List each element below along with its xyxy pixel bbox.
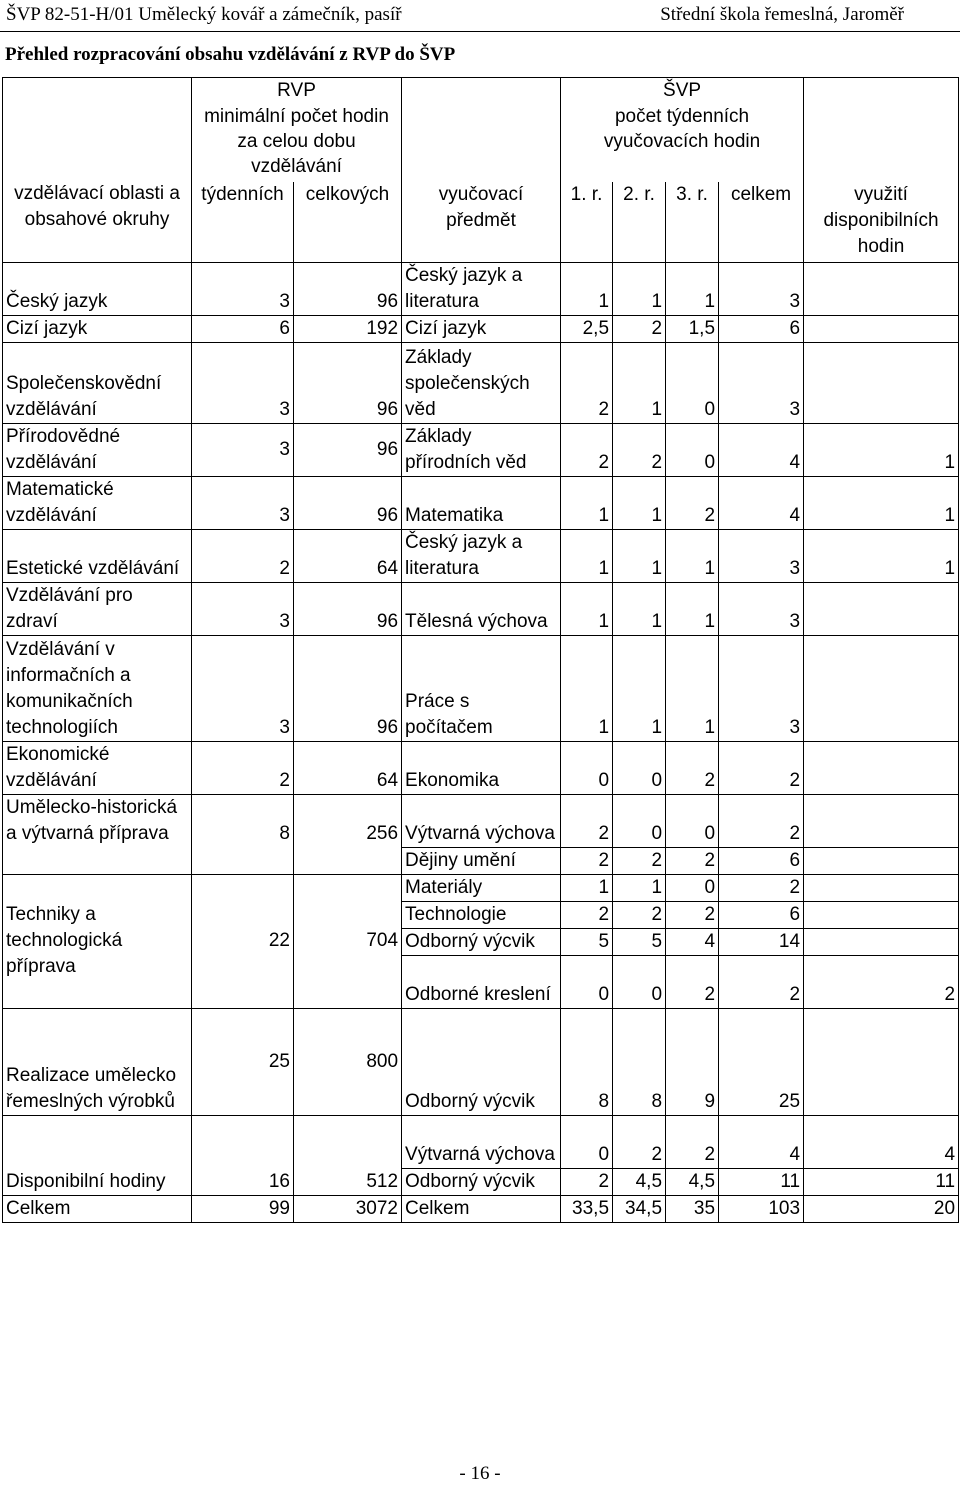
row-usage bbox=[804, 741, 959, 794]
row-area: Disponibilní hodiny bbox=[3, 1115, 192, 1195]
row-year-3: 4 bbox=[666, 928, 719, 955]
row-usage bbox=[804, 847, 959, 874]
row-usage bbox=[804, 262, 959, 315]
head-min-hours: minimální počet hodin za celou dobu vzdělávání bbox=[192, 104, 402, 182]
row-sum: 6 bbox=[719, 901, 804, 928]
row-year-1: 1 bbox=[561, 874, 613, 901]
head-subject: vyučovací předmět bbox=[402, 182, 561, 262]
row-sum: 3 bbox=[719, 582, 804, 635]
row-area: Ekonomické vzdělávání bbox=[3, 741, 192, 794]
row-area: Umělecko-historická a výtvarná příprava bbox=[3, 794, 192, 874]
row-year-2: 4,5 bbox=[613, 1168, 666, 1195]
row-subject: Základy společenských věd bbox=[402, 342, 561, 423]
row-weekly: 2 bbox=[192, 529, 294, 582]
row-usage bbox=[804, 794, 959, 847]
row-sum: 2 bbox=[719, 794, 804, 847]
row-weekly: 2 bbox=[192, 741, 294, 794]
table-row bbox=[3, 529, 959, 582]
head-empty-usage bbox=[804, 78, 959, 183]
row-year-2: 2 bbox=[613, 847, 666, 874]
row-weekly: 3 bbox=[192, 342, 294, 423]
header-row-1 bbox=[3, 78, 959, 105]
row-area: Realizace umělecko řemeslných výrobků bbox=[3, 1008, 192, 1115]
row-total: 96 bbox=[294, 342, 402, 423]
row-usage bbox=[804, 874, 959, 901]
row-subject: Odborný výcvik bbox=[402, 1168, 561, 1195]
row-sum: 4 bbox=[719, 423, 804, 476]
row-total: 96 bbox=[294, 262, 402, 315]
row-sum: 11 bbox=[719, 1168, 804, 1195]
row-subject: Tělesná výchova bbox=[402, 582, 561, 635]
row-year-3: 2 bbox=[666, 955, 719, 1008]
row-usage: 2 bbox=[804, 955, 959, 1008]
row-sum: 14 bbox=[719, 928, 804, 955]
head-year-2: 2. r. bbox=[613, 182, 666, 262]
table-row bbox=[3, 1115, 959, 1168]
row-area: Celkem bbox=[3, 1195, 192, 1222]
head-empty-subject bbox=[402, 78, 561, 183]
table-row bbox=[3, 874, 959, 901]
row-year-1: 8 bbox=[561, 1008, 613, 1115]
row-year-1: 2 bbox=[561, 847, 613, 874]
row-year-3: 2 bbox=[666, 901, 719, 928]
row-subject: Práce s počítačem bbox=[402, 635, 561, 741]
row-year-3: 0 bbox=[666, 423, 719, 476]
page-number: - 16 - bbox=[459, 1463, 501, 1484]
row-year-3: 2 bbox=[666, 1115, 719, 1168]
header-right: Střední škola řemeslná, Jaroměř bbox=[660, 4, 904, 25]
head-weekly-hours: počet týdenních vyučovacích hodin bbox=[561, 104, 804, 182]
row-sum: 4 bbox=[719, 476, 804, 529]
row-total: 256 bbox=[294, 794, 402, 874]
row-year-3: 0 bbox=[666, 794, 719, 847]
row-subject: Český jazyk a literatura bbox=[402, 262, 561, 315]
row-year-3: 35 bbox=[666, 1195, 719, 1222]
row-year-1: 0 bbox=[561, 955, 613, 1008]
row-year-2: 2 bbox=[613, 423, 666, 476]
row-usage bbox=[804, 342, 959, 423]
row-year-1: 2 bbox=[561, 794, 613, 847]
head-usage: využití disponibilních hodin bbox=[804, 182, 959, 262]
row-year-3: 1 bbox=[666, 262, 719, 315]
row-usage bbox=[804, 928, 959, 955]
row-subject: Dějiny umění bbox=[402, 847, 561, 874]
row-sum: 4 bbox=[719, 1115, 804, 1168]
row-sum: 3 bbox=[719, 635, 804, 741]
head-empty-area bbox=[3, 78, 192, 263]
table-row bbox=[3, 635, 959, 741]
row-area: Společenskovědní vzdělávání bbox=[3, 342, 192, 423]
row-total: 64 bbox=[294, 529, 402, 582]
row-usage: 1 bbox=[804, 423, 959, 476]
row-year-2: 2 bbox=[613, 1115, 666, 1168]
row-subject: Odborné kreslení bbox=[402, 955, 561, 1008]
head-weekly: týdenních bbox=[192, 182, 294, 262]
head-svp: ŠVP bbox=[561, 78, 804, 105]
row-sum: 6 bbox=[719, 315, 804, 342]
row-year-2: 1 bbox=[613, 582, 666, 635]
row-sum: 2 bbox=[719, 741, 804, 794]
table-row bbox=[3, 794, 959, 847]
row-total: 192 bbox=[294, 315, 402, 342]
row-year-3: 9 bbox=[666, 1008, 719, 1115]
table-row bbox=[3, 423, 959, 476]
row-year-2: 34,5 bbox=[613, 1195, 666, 1222]
total-row bbox=[3, 1195, 959, 1222]
row-year-1: 2 bbox=[561, 342, 613, 423]
row-usage: 20 bbox=[804, 1195, 959, 1222]
row-year-1: 0 bbox=[561, 1115, 613, 1168]
head-rvp: RVP bbox=[192, 78, 402, 105]
row-weekly: 3 bbox=[192, 476, 294, 529]
table-row bbox=[3, 1008, 959, 1115]
row-year-3: 0 bbox=[666, 874, 719, 901]
row-year-3: 2 bbox=[666, 741, 719, 794]
row-subject: Výtvarná výchova bbox=[402, 794, 561, 847]
row-area: Estetické vzdělávání bbox=[3, 529, 192, 582]
row-weekly: 6 bbox=[192, 315, 294, 342]
row-subject: Materiály bbox=[402, 874, 561, 901]
row-year-1: 1 bbox=[561, 262, 613, 315]
row-year-2: 1 bbox=[613, 529, 666, 582]
row-year-2: 8 bbox=[613, 1008, 666, 1115]
row-area: Přírodovědné vzdělávání bbox=[3, 423, 192, 476]
row-sum: 3 bbox=[719, 342, 804, 423]
row-usage bbox=[804, 635, 959, 741]
row-year-2: 2 bbox=[613, 901, 666, 928]
table-row bbox=[3, 582, 959, 635]
row-area: Matematické vzdělávání bbox=[3, 476, 192, 529]
row-year-2: 1 bbox=[613, 874, 666, 901]
row-year-3: 2 bbox=[666, 847, 719, 874]
row-year-3: 1 bbox=[666, 529, 719, 582]
row-year-2: 1 bbox=[613, 342, 666, 423]
row-subject: Odborný výcvik bbox=[402, 1008, 561, 1115]
row-year-1: 5 bbox=[561, 928, 613, 955]
row-subject: Základy přírodních věd bbox=[402, 423, 561, 476]
row-subject: Český jazyk a literatura bbox=[402, 529, 561, 582]
row-weekly: 16 bbox=[192, 1115, 294, 1195]
row-sum: 3 bbox=[719, 529, 804, 582]
row-subject: Výtvarná výchova bbox=[402, 1115, 561, 1168]
page-title: Přehled rozpracování obsahu vzdělávání z RVP do ŠVP bbox=[5, 44, 456, 65]
header-divider bbox=[0, 31, 960, 32]
row-area: Techniky a technologická příprava bbox=[3, 874, 192, 1008]
row-total: 3072 bbox=[294, 1195, 402, 1222]
row-area: Cizí jazyk bbox=[3, 315, 192, 342]
row-year-1: 2 bbox=[561, 1168, 613, 1195]
row-usage bbox=[804, 901, 959, 928]
row-subject: Celkem bbox=[402, 1195, 561, 1222]
table-row bbox=[3, 262, 959, 315]
row-weekly: 3 bbox=[192, 582, 294, 635]
row-year-1: 2 bbox=[561, 423, 613, 476]
row-sum: 2 bbox=[719, 955, 804, 1008]
row-year-1: 1 bbox=[561, 582, 613, 635]
row-area: Vzdělávání v informačních a komunikačních technologiích bbox=[3, 635, 192, 741]
row-subject: Odborný výcvik bbox=[402, 928, 561, 955]
row-sum: 3 bbox=[719, 262, 804, 315]
row-total: 96 bbox=[294, 476, 402, 529]
row-sum: 103 bbox=[719, 1195, 804, 1222]
row-year-2: 1 bbox=[613, 262, 666, 315]
row-weekly: 3 bbox=[192, 635, 294, 741]
row-usage bbox=[804, 1008, 959, 1115]
row-year-3: 2 bbox=[666, 476, 719, 529]
row-year-3: 1 bbox=[666, 635, 719, 741]
row-year-3: 4,5 bbox=[666, 1168, 719, 1195]
row-sum: 6 bbox=[719, 847, 804, 874]
head-area: vzdělávací oblasti a obsahové okruhy bbox=[14, 183, 180, 230]
row-subject: Matematika bbox=[402, 476, 561, 529]
head-year-3: 3. r. bbox=[666, 182, 719, 262]
row-subject: Technologie bbox=[402, 901, 561, 928]
head-year-1: 1. r. bbox=[561, 182, 613, 262]
head-sum: celkem bbox=[719, 182, 804, 262]
row-area: Vzdělávání pro zdraví bbox=[3, 582, 192, 635]
row-usage: 1 bbox=[804, 476, 959, 529]
table-row bbox=[3, 342, 959, 423]
row-year-2: 2 bbox=[613, 315, 666, 342]
curriculum-table bbox=[2, 77, 959, 1223]
table-row bbox=[3, 741, 959, 794]
table-row bbox=[3, 315, 959, 342]
row-total: 96 bbox=[294, 582, 402, 635]
row-year-2: 5 bbox=[613, 928, 666, 955]
row-weekly: 22 bbox=[192, 874, 294, 1008]
row-subject: Cizí jazyk bbox=[402, 315, 561, 342]
row-year-2: 1 bbox=[613, 476, 666, 529]
row-year-1: 1 bbox=[561, 635, 613, 741]
row-year-1: 1 bbox=[561, 529, 613, 582]
row-weekly: 8 bbox=[192, 794, 294, 874]
row-year-1: 0 bbox=[561, 741, 613, 794]
row-total: 64 bbox=[294, 741, 402, 794]
table-row bbox=[3, 476, 959, 529]
row-year-2: 0 bbox=[613, 741, 666, 794]
row-subject: Ekonomika bbox=[402, 741, 561, 794]
row-year-2: 0 bbox=[613, 794, 666, 847]
row-year-3: 1,5 bbox=[666, 315, 719, 342]
row-total: 800 bbox=[294, 1008, 402, 1115]
row-usage bbox=[804, 582, 959, 635]
row-year-3: 1 bbox=[666, 582, 719, 635]
row-total: 512 bbox=[294, 1115, 402, 1195]
row-usage: 11 bbox=[804, 1168, 959, 1195]
row-weekly: 3 bbox=[192, 262, 294, 315]
row-sum: 25 bbox=[719, 1008, 804, 1115]
row-weekly: 25 bbox=[192, 1008, 294, 1115]
row-total: 96 bbox=[294, 635, 402, 741]
head-total: celkových bbox=[294, 182, 402, 262]
row-year-1: 33,5 bbox=[561, 1195, 613, 1222]
row-year-1: 2,5 bbox=[561, 315, 613, 342]
row-year-3: 0 bbox=[666, 342, 719, 423]
row-area: Český jazyk bbox=[3, 262, 192, 315]
row-total: 704 bbox=[294, 874, 402, 1008]
row-weekly: 99 bbox=[192, 1195, 294, 1222]
row-year-1: 2 bbox=[561, 901, 613, 928]
row-year-2: 1 bbox=[613, 635, 666, 741]
row-usage: 4 bbox=[804, 1115, 959, 1168]
row-total: 96 bbox=[294, 423, 402, 476]
row-year-2: 0 bbox=[613, 955, 666, 1008]
row-weekly: 3 bbox=[192, 423, 294, 476]
header-left: ŠVP 82-51-H/01 Umělecký kovář a zámečník, pasíř bbox=[6, 4, 402, 25]
row-usage: 1 bbox=[804, 529, 959, 582]
row-usage bbox=[804, 315, 959, 342]
row-year-1: 1 bbox=[561, 476, 613, 529]
row-sum: 2 bbox=[719, 874, 804, 901]
